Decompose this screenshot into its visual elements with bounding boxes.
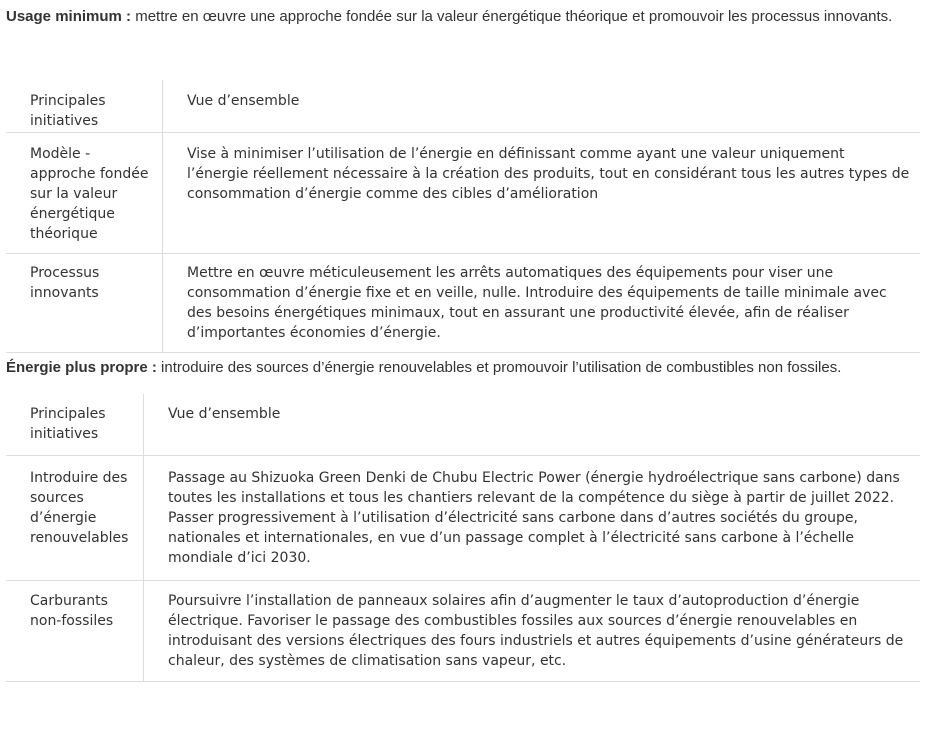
initiative-cell: Modèle - approche fondée sur la valeur énergétique théorique bbox=[6, 133, 163, 254]
table-row bbox=[6, 581, 920, 682]
header-initiatives: Principales initiatives bbox=[6, 80, 163, 133]
section-title: Énergie plus propre : bbox=[6, 359, 157, 376]
usage-minimum-table bbox=[6, 80, 920, 353]
overview-cell: Passage au Shizuoka Green Denki de Chubu Electric Power (énergie hydroélectrique sans carbone) dans toutes les installations et tous les chantiers relevant de la compétence du siège à partir de juillet 2022. Passer progressivement à l’utilisation d’électricité sans carbone dans d’autres sociétés du groupe, nationales et internationales, en vue d’un passage complet à l’électricité sans carbone à l’échelle mondiale d’ici 2030. bbox=[144, 456, 921, 581]
table-row bbox=[6, 254, 920, 353]
table-row bbox=[6, 456, 920, 581]
section-usage-minimum-intro bbox=[0, 0, 930, 59]
section-title: Usage minimum : bbox=[6, 8, 132, 25]
overview-cell: Poursuivre l’installation de panneaux solaires afin d’augmenter le taux d’autoproduction d’énergie électrique. Favoriser le passage des combustibles fossiles aux sources d’énergie renouvelables en introduisant des versions électriques des fours industriels et autres équipements d’usine générateurs de chaleur, des systèmes de climatisation sans vapeur, etc. bbox=[144, 581, 921, 682]
header-overview: Vue d’ensemble bbox=[144, 394, 921, 456]
section-description: mettre en œuvre une approche fondée sur la valeur énergétique théorique et promouvoir les processus innovants. bbox=[131, 8, 893, 25]
table-row bbox=[6, 133, 920, 254]
header-overview: Vue d’ensemble bbox=[163, 80, 921, 133]
header-initiatives: Principales initiatives bbox=[6, 394, 144, 456]
table-header-row bbox=[6, 394, 920, 456]
initiative-cell: Introduire des sources d’énergie renouvelables bbox=[6, 456, 144, 581]
section-description: introduire des sources d’énergie renouvelables et promouvoir l’utilisation de combustibles non fossiles. bbox=[156, 359, 842, 376]
section-cleaner-energy-intro bbox=[0, 358, 930, 378]
overview-cell: Vise à minimiser l’utilisation de l’énergie en définissant comme ayant une valeur uniquement l’énergie réellement nécessaire à la création des produits, tout en considérant tous les autres types de consommation d’énergie comme des cibles d’amélioration bbox=[163, 133, 921, 254]
cleaner-energy-table bbox=[6, 394, 920, 682]
overview-cell: Mettre en œuvre méticuleusement les arrêts automatiques des équipements pour viser une consommation d’énergie fixe et en veille, nulle. Introduire des équipements de taille minimale avec des besoins énergétiques minimaux, tout en assurant une productivité élevée, afin de réaliser d’importantes économies d’énergie. bbox=[163, 254, 921, 353]
initiative-cell: Processus innovants bbox=[6, 254, 163, 353]
initiative-cell: Carburants non-fossiles bbox=[6, 581, 144, 682]
table-header-row bbox=[6, 80, 920, 133]
